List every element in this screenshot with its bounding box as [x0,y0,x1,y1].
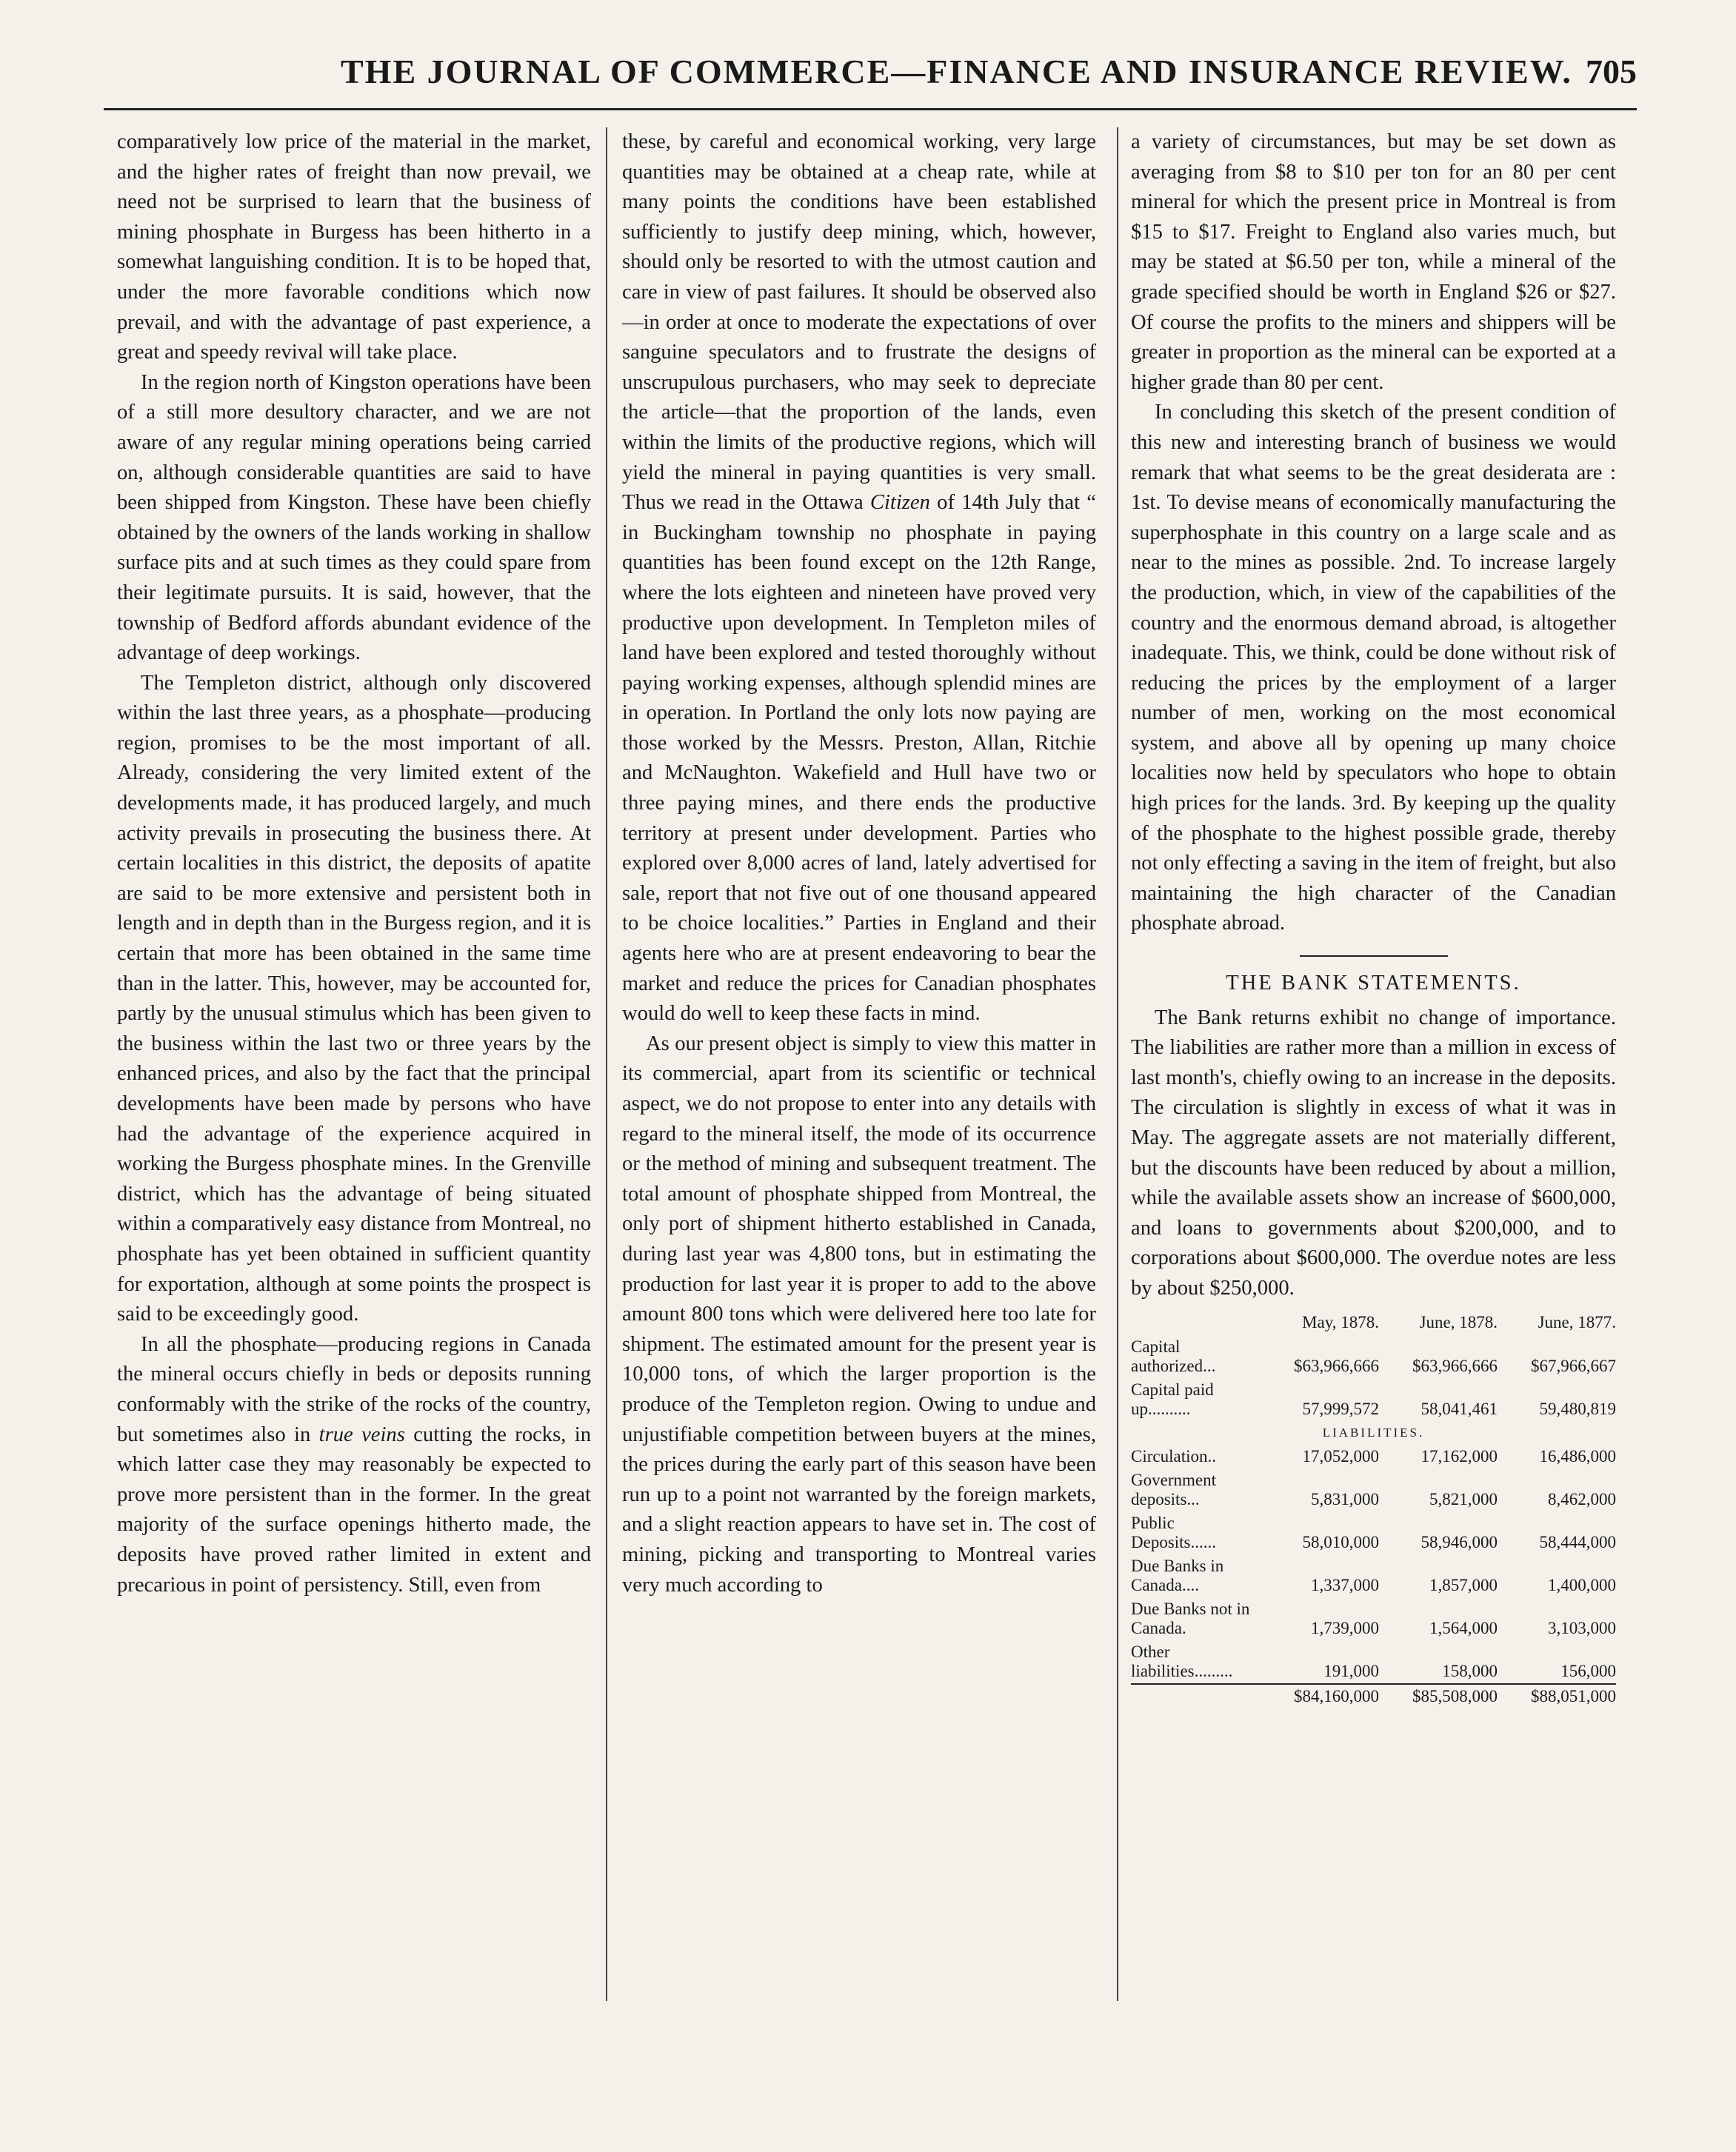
paragraph: In the region north of Kingston operations have been of a still more desultory character, and we are not aware of any regular mining operations being carried on, although considerable quantities are said to have been shipped from Kingston. These have been chiefly obtained by the owners of the lands working in shallow surface pits and at such times as they could spare from their legitimate pursuits. It is said, however, that the township of Bedford affords abundant evidence of the advantage of deep workings. [117,370,591,665]
table-row: Capital paid up.......... 57,999,572 58,041,461 59,480,819 [1131,1380,1616,1418]
paragraph: The Bank returns exhibit no change of importance. The liabilities are rather more than a million in excess of last month's, chiefly owing to an increase in the deposits. The circulation is slightly in excess of what it was in May. The aggregate assets are not materially different, but the discounts have been reduced by about a million, while the available assets show an increase of $600,000, and loans to governments about $200,000, and to corporations about $600,000. The overdue notes are less by about $250,000. [1131,1006,1616,1300]
section-title: THE BANK STATEMENTS. [1226,972,1521,995]
paragraph: The Templeton district, although only discovered within the last three years, as a phosphate—producing region, promises to be the most important of all. Already, considering the very limited extent of the developments made, it has produced largely, and much activity prevails in prosecuting the business there. At certain localities in this district, the deposits of apatite are said to be more extensive and persistent both in length and in depth than in the Burgess region, and it is certain that more has been obtained in the same time than in the latter. This, however, may be accounted for, partly by the unusual stimulus which has been given to the business within the last two or three years by the enhanced prices, and also by the fact that the principal developments have been made by persons who have had the advantage of the experience acquired in working the Burgess phosphate mines. In the Grenville district, which has the advantage of being situated within a comparatively easy distance from Montreal, no phosphate has yet been obtained in sufficient quantity for exportation, although at some points the prospect is said to be exceedingly good. [117,671,591,1326]
column-1 [117,127,591,1600]
running-title: THE JOURNAL OF COMMERCE—FINANCE AND INSURANCE REVIEW. [341,53,1572,90]
column-3 [1131,127,1616,1708]
paragraph: In concluding this sketch of the present condition of this new and interesting branch of business we would remark that what seems to be the great desiderata are : 1st. To devise means of economically manufacturing the superphosphate in this country on a large scale and as near to the mines as possible. 2nd. To increase largely the production, which, in view of the capabilities of the country and the enormous demand abroad, is altogether inadequate. This, we think, could be done without risk of reducing the prices by the employment of a larger number of men, working on the most economical system, and above all by opening up many choice localities now held by speculators who hope to obtain high prices for the lands. 3rd. By keeping up the quality of the phosphate to the highest possible grade, thereby not only effecting a saving in the item of freight, but also maintaining the high character of the Canadian phosphate abroad. [1131,401,1616,935]
column-header: May, 1878. [1302,1312,1379,1331]
table-subheading: LIABILITIES. [1322,1425,1425,1440]
paragraph: a variety of circumstances, but may be set down as averaging from $8 to $10 per ton for an 80 per cent mineral for which the present price in Montreal is from $15 to $17. Freight to England also varies much, but may be stated at $6.50 per ton, while a mineral of the grade specified should be worth in England $26 or $27. Of course the profits to the miners and shippers will be greater in proportion as the mineral can be exported at a higher grade than 80 per cent. [1131,130,1616,394]
paragraph: In all the phosphate—producing regions in Canada the mineral occurs chiefly in beds or deposits running conformably with the strike of the rocks of the country, but sometimes also in true veins cutting the rocks, in which latter case they may reasonably be expected to prove more persistent than in the former. In the great majority of the surface openings hitherto made, the deposits have proved rather limited in extent and precarious in point of persistency. Still, even from [117,1332,591,1597]
column-rule-2 [1117,127,1118,2001]
column-rule-1 [606,127,607,2001]
paragraph: As our present object is simply to view this matter in its commercial, apart from its scientific or technical aspect, we do not propose to enter into any details with regard to the mineral itself, the mode of its occurrence or the method of mining and subsequent treatment. The total amount of phosphate shipped from Montreal, the only port of shipment hitherto established in Canada, during last year was 4,800 tons, but in estimating the production for last year it is proper to add to the above amount 800 tons which were delivered here too late for shipment. The estimated amount for the present year is 10,000 tons, of which the larger proportion is the produce of the Templeton region. Owing to undue and unjustifiable competition between buyers at the mines, the prices during the early part of this season have been run up to a point not warranted by the foreign markets, and a slight reaction appears to have set in. The cost of mining, picking and transporting to Montreal varies very much according to [622,1032,1096,1597]
column-header: June, 1877. [1538,1312,1616,1331]
paragraph: comparatively low price of the material in the market, and the higher rates of freight than now prevail, we need not be surprised to learn that the business of mining phosphate in Burgess has been hitherto in a somewhat languishing condition. It is to be hoped that, under the more favorable conditions which now prevail, and with the advantage of past experience, a great and speedy revival will take place. [117,130,591,364]
bank-statement-table [1131,1313,1616,1708]
table-row: Circulation.. 17,052,000 17,162,000 16,486,000 [1131,1446,1616,1466]
table-row: Capital authorized... $63,966,666 $63,966,666 $67,966,667 [1131,1337,1616,1375]
table-row: Due Banks not in Canada. 1,739,000 1,564,000 3,103,000 [1131,1599,1616,1637]
table-row: Due Banks in Canada.... 1,337,000 1,857,000 1,400,000 [1131,1556,1616,1594]
paragraph: these, by careful and economical working, very large quantities may be obtained at a cheap rate, while at many points the conditions have been established sufficiently to justify deep mining, which, however, should only be resorted to with the utmost caution and care in view of past failures. It should be observed also —in order at once to moderate the expectations of over sanguine speculators and to frustrate the designs of unscrupulous purchasers, who may seek to depreciate the article—that the proportion of the lands, even within the limits of the productive regions, which will yield the mineral in paying quantities is very small. Thus we read in the Ottawa Citizen of 14th July that “ in Buckingham township no phosphate in paying quantities has been found except on the 12th Range, where the lots eighteen and nineteen have proved very productive upon development. In Templeton miles of land have been explored and tested thoroughly without paying working expenses, although splendid mines are in operation. In Portland the only lots now paying are those worked by the Messrs. Preston, Allan, Ritchie and McNaughton. Wakefield and Hull have two or three paying mines, and there ends the productive territory at present under development. Parties who explored over 8,000 acres of land, lately advertised for sale, report that not five out of one thousand appeared to be choice localities.” Parties in England and their agents here who are at present endeavoring to bear the market and reduce the prices for Canadian phosphates would do well to keep these facts in mind. [622,130,1096,1026]
table-total-row: $84,160,000 $85,508,000 $88,051,000 [1131,1684,1616,1708]
section-divider [1300,955,1448,957]
table-row: Other liabilities......... 191,000 158,000 156,000 [1131,1642,1616,1680]
page-number: 705 [1586,53,1637,90]
table-row: Government deposits... 5,831,000 5,821,000 8,462,000 [1131,1470,1616,1508]
column-header: June, 1878. [1419,1312,1498,1331]
emphasis: Citizen [869,491,930,515]
table-header-row [1131,1313,1616,1335]
table-row: Public Deposits...... 58,010,000 58,946,000 58,444,000 [1131,1513,1616,1551]
page-header [104,46,1637,110]
emphasis: true veins [318,1423,405,1446]
column-2 [622,127,1096,1600]
